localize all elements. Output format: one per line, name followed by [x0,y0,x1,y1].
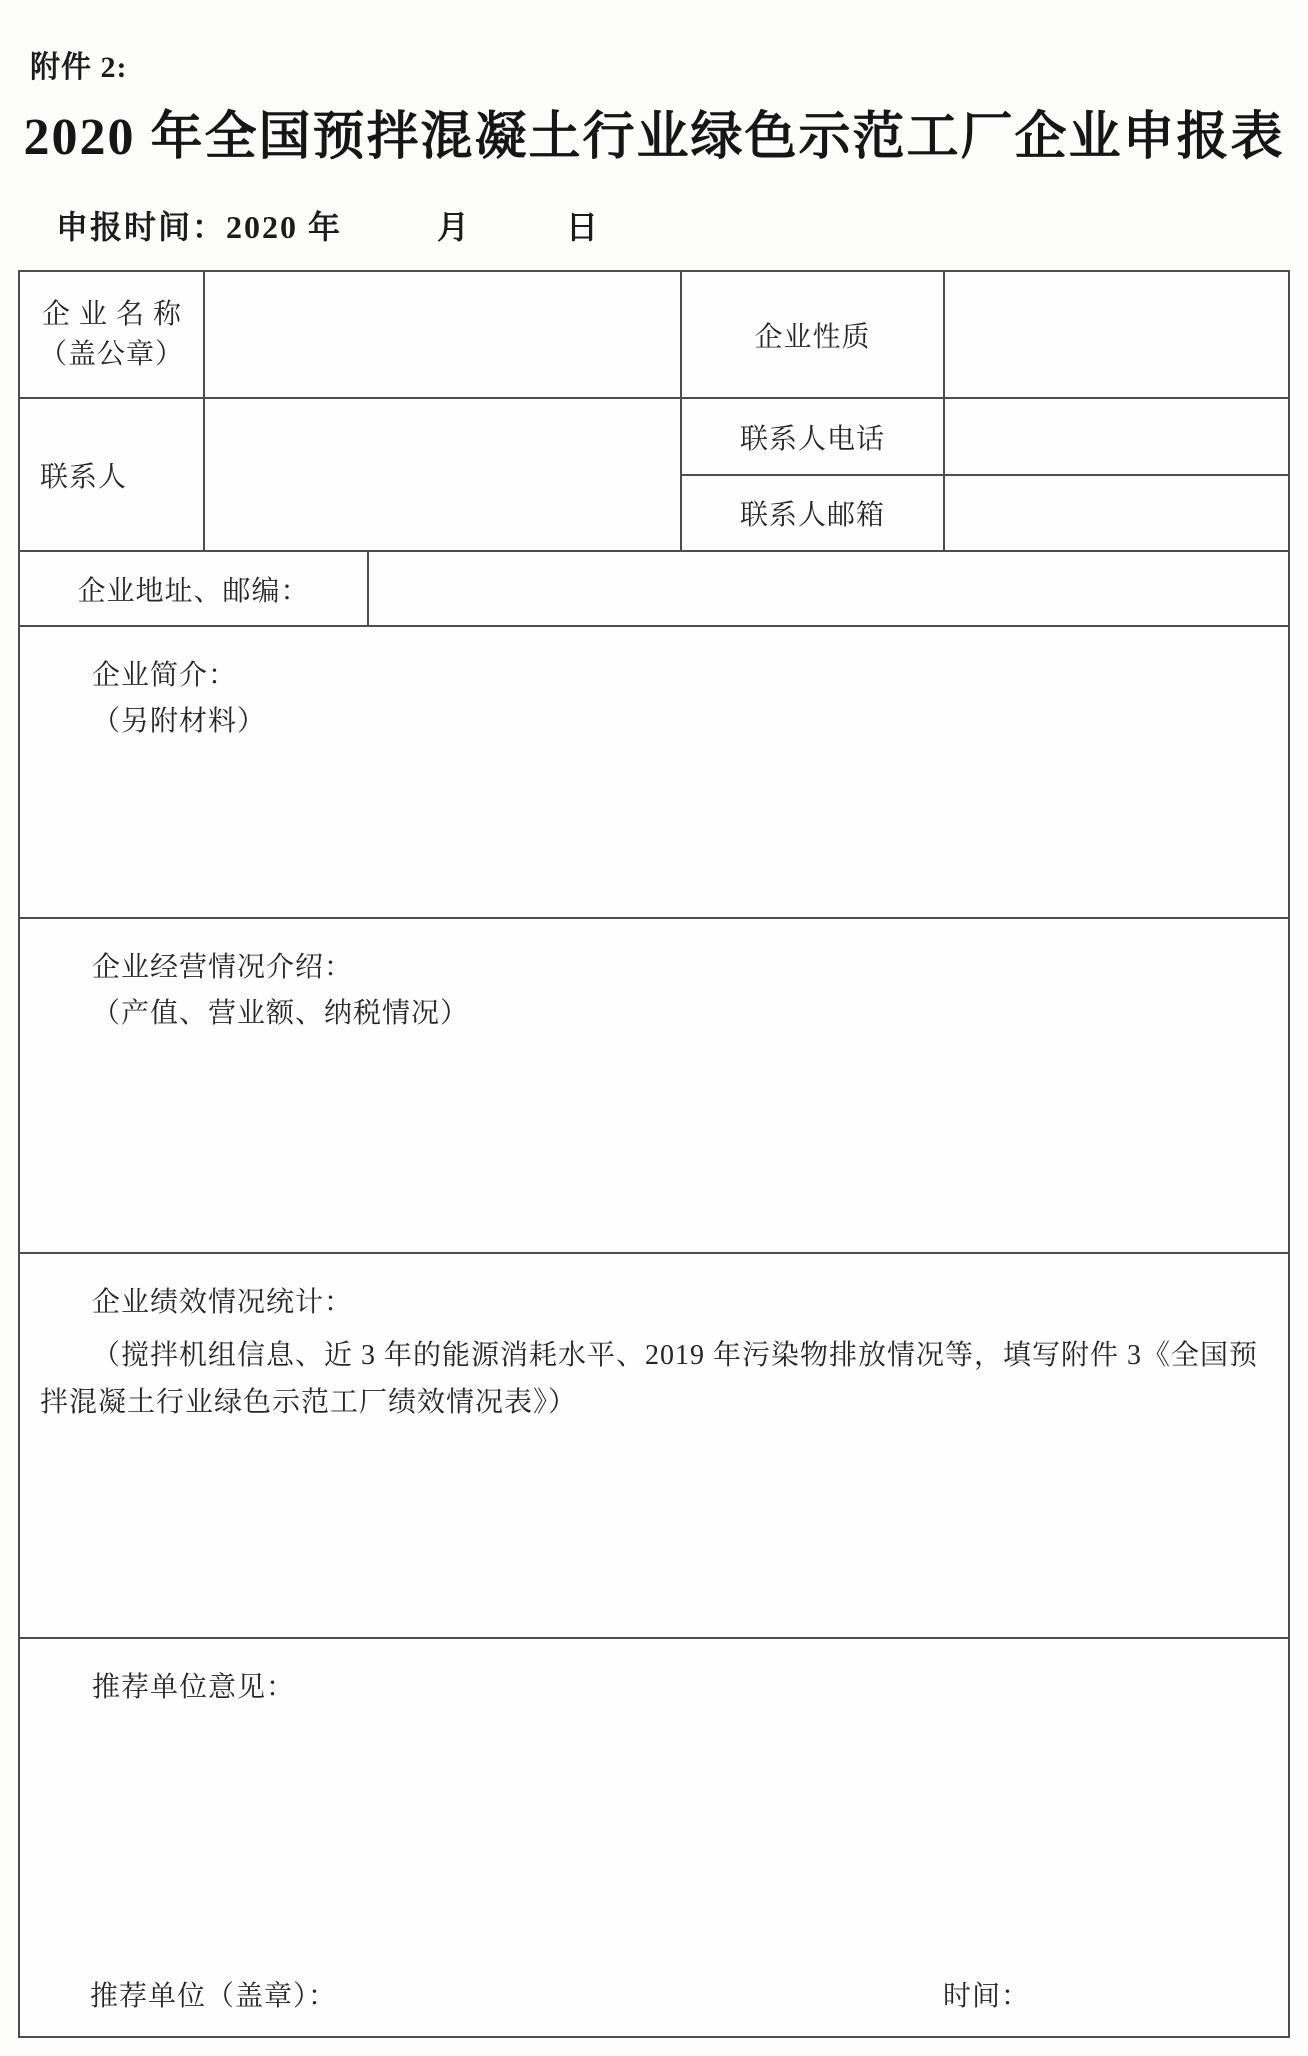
apply-time-year: 2020 年 [226,209,343,245]
company-profile-note: （另附材料） [92,706,267,737]
company-name-label-cell [20,272,205,397]
contact-phone-label: 联系人电话 [739,423,885,455]
application-date-line [56,202,600,248]
contact-label: 联系人 [40,461,128,493]
row-contact [20,397,1288,550]
contact-phone-value-field[interactable] [945,399,1288,474]
operation-field[interactable] [20,919,1288,1252]
company-seal-note: （盖公章） [38,338,184,370]
contact-phone-row [682,399,1288,474]
performance-field[interactable] [20,1254,1288,1637]
operation-label: 企业经营情况介绍： [92,952,354,983]
company-profile-field[interactable] [20,627,1288,917]
performance-note: （搅拌机组信息、近 3 年的能源消耗水平、2019 年污染物排放情况等，填写附件 3《全国预拌混凝土行业绿色示范工厂绩效情况表》） [40,1340,1259,1418]
application-form-table [18,270,1290,2038]
company-name-label: 企业名称 [41,298,190,330]
company-profile-label: 企业简介： [92,660,238,691]
apply-time-day-label: 日 [566,209,601,245]
page-title: 2020 年全国预拌混凝土行业绿色示范工厂企业申报表 [23,109,1285,166]
company-nature-label-cell [682,272,945,397]
contact-detail-column [682,399,1288,550]
company-name-value-field[interactable] [205,272,682,397]
company-nature-value-field[interactable] [945,272,1288,397]
company-nature-label: 企业性质 [754,321,871,353]
contact-email-row [682,474,1288,550]
performance-label: 企业绩效情况统计： [92,1287,354,1318]
recommendation-footer [40,1974,1258,2020]
contact-email-label: 联系人邮箱 [739,500,885,531]
row-recommendation [20,1637,1288,2036]
contact-label-cell [20,399,205,550]
recommendation-field[interactable] [20,1639,1288,2036]
row-performance [20,1252,1288,1637]
row-company-name [20,272,1288,397]
recommendation-time-label: 时间： [943,1981,1031,2012]
apply-time-month-label: 月 [437,209,472,245]
contact-email-value-field[interactable] [945,476,1288,550]
row-company-profile [20,625,1288,917]
recommendation-seal-label: 推荐单位（盖章）： [90,1981,338,2012]
address-value-field[interactable] [369,552,1288,625]
contact-email-label-cell [682,476,945,550]
address-label: 企业地址、邮编： [77,575,310,607]
operation-note: （产值、营业额、纳税情况） [92,998,470,1029]
row-operation [20,917,1288,1252]
contact-value-field[interactable] [205,399,682,550]
apply-time-label: 申报时间： [56,209,227,245]
contact-phone-label-cell [682,399,945,474]
row-address [20,550,1288,625]
attachment-label: 附件 2: [30,51,128,84]
address-label-cell [20,552,369,625]
recommendation-label: 推荐单位意见： [92,1672,296,1703]
